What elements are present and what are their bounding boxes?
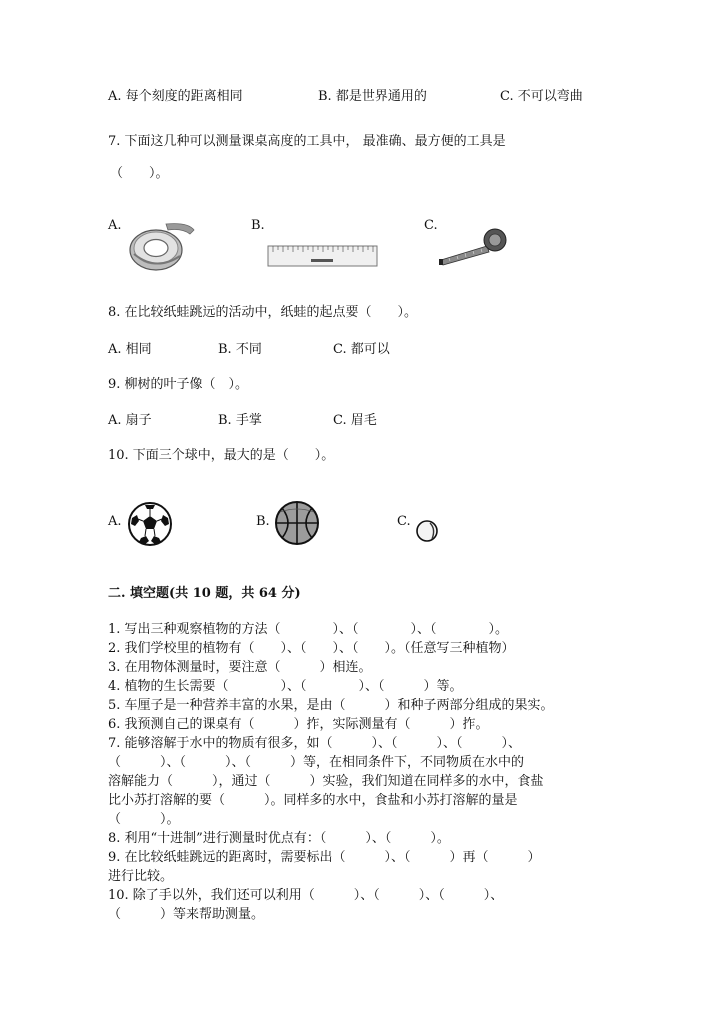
steel-tape-roll-image	[126, 218, 196, 274]
q9-stem: 9. 柳树的叶子像（ ）。	[108, 377, 249, 392]
q9-option-c: C. 眉毛	[333, 413, 377, 428]
fill-line: （ ）、（ ）、（ ）等，在相同条件下，不同物质在水中的	[108, 755, 525, 770]
fill-line: 4. 植物的生长需要（ ）、（ ）、（ ）等。	[108, 679, 463, 694]
q8-option-c: C. 都可以	[333, 342, 390, 357]
q9-option-a: A. 扇子	[108, 413, 152, 428]
fill-line: （ ）等来帮助测量。	[108, 907, 265, 922]
q10-label-a: A.	[108, 514, 122, 529]
fill-line: 5. 车厘子是一种营养丰富的水果，是由（ ）和种子两部分组成的果实。	[108, 698, 554, 713]
q10-label-b: B.	[256, 514, 270, 529]
table-tennis-ball-image	[415, 519, 439, 543]
cloth-tape-measure-image	[437, 226, 509, 266]
q8-stem: 8. 在比较纸蛙跳远的活动中，纸蛙的起点要（ ）。	[108, 305, 418, 320]
q7-label-b: B.	[251, 218, 265, 233]
fill-line: 比小苏打溶解的要（ ）。同样多的水中，食盐和小苏打溶解的量是	[108, 793, 518, 808]
q10-label-c: C.	[397, 514, 411, 529]
q7-label-a: A.	[108, 218, 122, 233]
fill-line: 8. 利用“十进制”进行测量时优点有：（ ）、（ ）。	[108, 831, 450, 846]
q10-stem: 10. 下面三个球中，最大的是（ ）。	[108, 448, 335, 463]
fill-line: 6. 我预测自己的课桌有（ ）拃，实际测量有（ ）拃。	[108, 717, 489, 732]
q8-option-b: B. 不同	[218, 342, 262, 357]
q6-option-a: A. 每个刻度的距离相同	[108, 89, 243, 104]
fill-line: 进行比较。	[108, 869, 174, 884]
soccer-ball-image	[127, 501, 173, 547]
fill-line: 9. 在比较纸蛙跳远的距离时，需要标出（ ）、（ ）再（ ）	[108, 850, 541, 865]
q9-option-b: B. 手掌	[218, 413, 262, 428]
q7-label-c: C.	[424, 218, 438, 233]
fill-line: （ ）。	[108, 812, 180, 827]
q8-option-a: A. 相同	[108, 342, 152, 357]
ruler-image	[267, 244, 378, 268]
fill-line: 7. 能够溶解于水中的物质有很多，如（ ）、（ ）、（ ）、	[108, 736, 522, 751]
basketball-image	[274, 500, 320, 546]
q7-blank: （ ）。	[110, 166, 169, 181]
q7-stem: 7. 下面这几种可以测量课桌高度的工具中， 最准确、最方便的工具是	[108, 134, 506, 149]
fill-line: 3. 在用物体测量时，要注意（ ）相连。	[108, 660, 372, 675]
fill-line: 10. 除了手以外，我们还可以利用（ ）、（ ）、（ ）、	[108, 888, 504, 903]
section-title: 二. 填空题(共 10 题，共 64 分)	[108, 586, 301, 601]
fill-line: 2. 我们学校里的植物有（ ）、（ ）、（ ）。（任意写三种植物）	[108, 641, 515, 656]
fill-line: 1. 写出三种观察植物的方法（ ）、（ ）、（ ）。	[108, 622, 509, 637]
fill-line: 溶解能力（ ），通过（ ）实验，我们知道在同样多的水中，食盐	[108, 774, 544, 789]
q6-option-b: B. 都是世界通用的	[318, 89, 427, 104]
q6-option-c: C. 不可以弯曲	[500, 89, 583, 104]
